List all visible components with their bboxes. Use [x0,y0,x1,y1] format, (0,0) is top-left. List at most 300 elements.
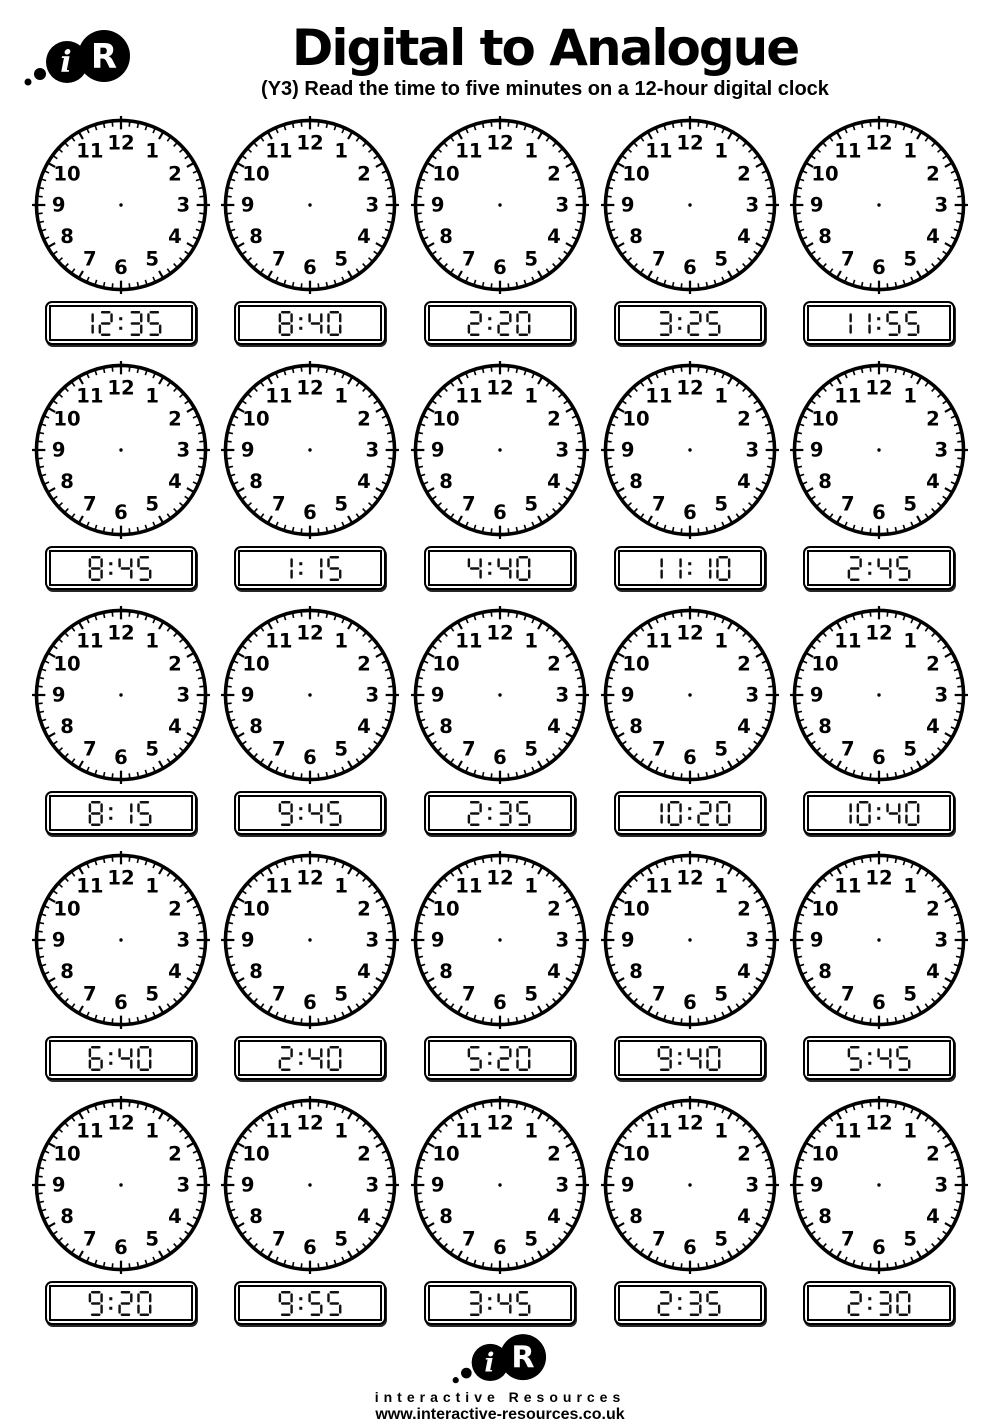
dial-number: 5 [904,983,918,1006]
clock-center-dot [877,938,880,941]
dial-number: 4 [737,225,751,248]
dial-number: 6 [493,501,507,524]
analogue-clock [411,361,589,539]
dial-number: 6 [114,256,128,279]
dial-number: 8 [629,960,643,983]
dial-number: 8 [60,1205,74,1228]
dial-number: 9 [52,1174,66,1197]
dial-number: 9 [52,929,66,952]
clock-exercise [221,606,399,835]
dial-number: 2 [737,898,751,921]
digital-clock [45,301,197,345]
clock-center-dot [119,693,122,696]
dial-number: 2 [168,1143,182,1166]
dial-number: 9 [431,194,445,217]
dial-number: 1 [524,140,538,163]
seven-segment-time [272,555,349,582]
dial-number: 9 [52,194,66,217]
dial-number: 8 [250,960,264,983]
dial-number: 5 [524,1228,538,1251]
dial-number: 6 [683,746,697,769]
clock-face-svg [221,1096,399,1274]
dial-number: 2 [737,1143,751,1166]
dial-number: 10 [432,1143,459,1166]
dial-number: 1 [335,875,349,898]
dial-number: 11 [266,630,293,653]
dial-number: 10 [53,653,80,676]
dial-number: 9 [431,1174,445,1197]
dial-number: 4 [358,715,372,738]
digital-clock [803,301,955,345]
dial-number: 11 [76,630,103,653]
clock-center-dot [309,693,312,696]
clock-exercise [32,116,210,345]
dial-number: 3 [176,684,190,707]
dial-number: 6 [872,501,886,524]
dial-number: 10 [622,408,649,431]
digital-clock [424,1036,576,1080]
dial-number: 2 [926,898,940,921]
dial-number: 2 [737,653,751,676]
analogue-clock [790,116,968,294]
clock-grid [0,112,1000,1325]
clock-face-svg [32,361,210,539]
dial-number: 4 [547,715,561,738]
dial-number: 7 [462,493,476,516]
clock-center-dot [688,203,691,206]
dial-number: 4 [358,225,372,248]
digital-time-display [807,305,951,341]
dial-number: 3 [366,439,380,462]
dial-number: 1 [904,140,918,163]
seven-segment-time [641,800,739,827]
clock-face-svg [32,116,210,294]
clock-face-svg [411,116,589,294]
dial-number: 11 [834,385,861,408]
dial-number: 9 [241,1174,255,1197]
clock-center-dot [688,448,691,451]
dial-number: 5 [904,738,918,761]
dial-number: 1 [145,875,159,898]
clock-exercise [221,116,399,345]
dial-number: 9 [810,194,824,217]
dial-number: 2 [358,1143,372,1166]
dial-number: 9 [241,439,255,462]
dial-number: 9 [52,439,66,462]
digital-clock [614,546,766,590]
digital-clock [614,1036,766,1080]
clock-center-dot [877,448,880,451]
digital-time-display [618,550,762,586]
dial-number: 2 [926,653,940,676]
dial-number: 7 [462,1228,476,1251]
dial-number: 1 [524,875,538,898]
dial-number: 7 [83,983,97,1006]
clock-center-dot [119,448,122,451]
clock-exercise [601,361,779,590]
dial-number: 12 [486,1111,513,1134]
dial-number: 7 [272,493,286,516]
dial-number: 11 [645,1120,672,1143]
seven-segment-time [461,310,538,337]
digital-time-display [618,795,762,831]
clock-center-dot [688,693,691,696]
clock-face-svg [32,1096,210,1274]
clock-exercise [32,851,210,1080]
dial-number: 3 [935,929,949,952]
dial-number: 10 [53,898,80,921]
analogue-clock [790,1096,968,1274]
dial-number: 3 [555,194,569,217]
dial-number: 3 [366,684,380,707]
seven-segment-time [651,1290,728,1317]
analogue-clock [32,606,210,784]
digital-time-display [618,1285,762,1321]
digital-clock [614,301,766,345]
digital-clock [45,1281,197,1325]
clock-exercise [411,361,589,590]
dial-number: 3 [935,684,949,707]
analogue-clock [411,116,589,294]
dial-number: 8 [439,715,453,738]
dial-number: 4 [547,960,561,983]
dial-number: 5 [145,248,159,271]
seven-segment-time [841,1045,918,1072]
dial-number: 9 [810,684,824,707]
clock-center-dot [309,203,312,206]
dial-number: 10 [622,1143,649,1166]
analogue-clock [221,606,399,784]
digital-clock [614,1281,766,1325]
dial-number: 6 [304,256,318,279]
digital-time-display [238,1285,382,1321]
dial-number: 12 [866,1111,893,1134]
dial-number: 8 [629,225,643,248]
clock-exercise [221,361,399,590]
dial-number: 12 [866,866,893,889]
dial-number: 8 [818,225,832,248]
digital-clock [424,791,576,835]
dial-number: 3 [366,194,380,217]
dial-number: 6 [683,991,697,1014]
dial-number: 11 [645,140,672,163]
dial-number: 1 [714,1120,728,1143]
dial-number: 11 [834,1120,861,1143]
digital-time-display [49,550,193,586]
clock-exercise [411,606,589,835]
dial-number: 5 [335,1228,349,1251]
dial-number: 10 [812,163,839,186]
seven-segment-time [651,310,728,337]
dial-number: 3 [176,194,190,217]
dial-number: 12 [676,1111,703,1134]
dial-number: 2 [168,653,182,676]
dial-number: 3 [366,929,380,952]
dial-number: 4 [926,960,940,983]
dial-number: 9 [810,929,824,952]
clock-exercise [411,116,589,345]
dial-number: 5 [335,493,349,516]
dial-number: 8 [629,715,643,738]
digital-time-display [618,305,762,341]
dial-number: 1 [904,875,918,898]
dial-number: 10 [812,653,839,676]
clock-center-dot [688,938,691,941]
clock-center-dot [498,448,501,451]
dial-number: 7 [83,248,97,271]
clock-center-dot [877,1183,880,1186]
dial-number: 6 [304,1236,318,1259]
dial-number: 5 [714,248,728,271]
dial-number: 4 [168,960,182,983]
clock-face-svg [221,116,399,294]
dial-number: 8 [60,960,74,983]
dial-number: 1 [524,385,538,408]
dial-number: 11 [455,630,482,653]
dial-number: 4 [547,470,561,493]
dial-number: 3 [176,929,190,952]
dial-number: 11 [266,385,293,408]
dial-number: 7 [83,738,97,761]
dial-number: 5 [904,248,918,271]
dial-number: 2 [547,408,561,431]
dial-number: 9 [431,684,445,707]
dial-number: 12 [486,621,513,644]
dial-number: 10 [432,163,459,186]
dial-number: 4 [737,1205,751,1228]
dial-number: 5 [335,983,349,1006]
digital-time-display [238,550,382,586]
dial-number: 3 [935,1174,949,1197]
dial-number: 12 [297,131,324,154]
dial-number: 3 [555,1174,569,1197]
dial-number: 3 [745,439,759,462]
dial-number: 9 [241,684,255,707]
dial-number: 10 [53,408,80,431]
clock-face-svg [221,606,399,784]
dial-number: 11 [834,875,861,898]
dial-number: 5 [524,493,538,516]
clock-center-dot [119,1183,122,1186]
analogue-clock [221,361,399,539]
dial-number: 9 [620,1174,634,1197]
dial-number: 4 [358,470,372,493]
clock-face-svg [221,851,399,1029]
dial-number: 7 [272,983,286,1006]
dial-number: 7 [652,248,666,271]
seven-segment-time [82,1290,159,1317]
dial-number: 10 [622,163,649,186]
digital-time-display [807,795,951,831]
digital-clock [234,791,386,835]
dial-number: 1 [335,1120,349,1143]
dial-number: 2 [358,408,372,431]
dial-number: 8 [60,470,74,493]
dial-number: 3 [176,439,190,462]
analogue-clock [221,851,399,1029]
dial-number: 6 [493,256,507,279]
dial-number: 12 [107,1111,134,1134]
dial-number: 1 [904,385,918,408]
dial-number: 6 [683,1236,697,1259]
brand-name: interactive Resources [0,1389,1000,1405]
dial-number: 8 [439,470,453,493]
dial-number: 3 [176,1174,190,1197]
dial-number: 11 [645,875,672,898]
dial-number: 1 [714,385,728,408]
seven-segment-time [830,800,928,827]
dial-number: 10 [432,408,459,431]
dial-number: 4 [168,715,182,738]
dial-number: 9 [810,439,824,462]
clock-face-svg [411,851,589,1029]
dial-number: 4 [926,470,940,493]
digital-clock [614,791,766,835]
clock-exercise [790,851,968,1080]
seven-segment-time [461,555,538,582]
dial-number: 12 [297,866,324,889]
seven-segment-time [461,800,538,827]
dial-number: 5 [714,493,728,516]
clock-center-dot [309,1183,312,1186]
clock-face-svg [601,606,779,784]
dial-number: 1 [904,1120,918,1143]
ir-logo-footer [450,1327,550,1389]
dial-number: 10 [622,898,649,921]
analogue-clock [790,606,968,784]
dial-number: 8 [250,1205,264,1228]
analogue-clock [601,606,779,784]
analogue-clock [790,851,968,1029]
dial-number: 4 [737,960,751,983]
dial-number: 7 [272,1228,286,1251]
dial-number: 2 [358,163,372,186]
dial-number: 6 [114,991,128,1014]
dial-number: 10 [243,898,270,921]
dial-number: 10 [243,163,270,186]
dial-number: 7 [462,983,476,1006]
seven-segment-time [272,800,349,827]
dial-number: 12 [676,131,703,154]
dial-number: 7 [83,493,97,516]
digital-time-display [238,1040,382,1076]
digital-time-display [428,1285,572,1321]
clock-exercise [790,116,968,345]
dial-number: 5 [524,248,538,271]
dial-number: 5 [335,738,349,761]
dial-number: 3 [555,929,569,952]
title-block [0,20,1000,101]
clock-face-svg [411,1096,589,1274]
dial-number: 4 [547,225,561,248]
dial-number: 10 [812,408,839,431]
clock-face-svg [790,116,968,294]
dial-number: 2 [547,163,561,186]
dial-number: 3 [935,194,949,217]
dial-number: 4 [358,1205,372,1228]
dial-number: 4 [926,225,940,248]
dial-number: 6 [872,746,886,769]
dial-number: 7 [652,1228,666,1251]
clock-face-svg [411,361,589,539]
clock-center-dot [688,1183,691,1186]
digital-time-display [428,550,572,586]
dial-number: 8 [60,715,74,738]
dial-number: 10 [53,163,80,186]
dial-number: 7 [652,738,666,761]
dial-number: 6 [493,991,507,1014]
dial-number: 12 [486,376,513,399]
clock-exercise [790,361,968,590]
dial-number: 2 [358,653,372,676]
clock-center-dot [309,448,312,451]
seven-segment-time [651,1045,728,1072]
clock-center-dot [877,693,880,696]
dial-number: 6 [493,746,507,769]
logo-dot-medium [461,1368,472,1379]
dial-number: 7 [652,983,666,1006]
digital-clock [424,1281,576,1325]
dial-number: 4 [547,1205,561,1228]
dial-number: 7 [841,738,855,761]
digital-time-display [49,1285,193,1321]
digital-time-display [49,795,193,831]
dial-number: 12 [676,621,703,644]
dial-number: 9 [620,194,634,217]
dial-number: 11 [834,140,861,163]
digital-clock [803,791,955,835]
dial-number: 5 [335,248,349,271]
logo-letter-r: R [511,1341,534,1376]
dial-number: 10 [622,653,649,676]
dial-number: 1 [145,1120,159,1143]
dial-number: 11 [455,1120,482,1143]
clock-center-dot [498,1183,501,1186]
clock-center-dot [498,693,501,696]
digital-time-display [49,1040,193,1076]
dial-number: 6 [683,256,697,279]
seven-segment-time [82,800,159,827]
clock-face-svg [790,606,968,784]
clock-face-svg [601,1096,779,1274]
dial-number: 12 [107,866,134,889]
dial-number: 4 [926,1205,940,1228]
dial-number: 1 [714,875,728,898]
dial-number: 8 [439,1205,453,1228]
digital-clock [424,546,576,590]
dial-number: 10 [53,1143,80,1166]
dial-number: 5 [145,493,159,516]
dial-number: 6 [872,1236,886,1259]
clock-exercise [221,851,399,1080]
analogue-clock [411,606,589,784]
dial-number: 11 [266,875,293,898]
clock-center-dot [498,938,501,941]
clock-exercise [32,361,210,590]
analogue-clock [601,1096,779,1274]
dial-number: 9 [620,929,634,952]
dial-number: 9 [431,439,445,462]
dial-number: 8 [818,715,832,738]
dial-number: 2 [547,898,561,921]
analogue-clock [32,851,210,1029]
seven-segment-time [461,1290,538,1317]
dial-number: 10 [243,653,270,676]
digital-clock [45,546,197,590]
clock-face-svg [790,851,968,1029]
dial-number: 11 [455,875,482,898]
dial-number: 8 [629,1205,643,1228]
